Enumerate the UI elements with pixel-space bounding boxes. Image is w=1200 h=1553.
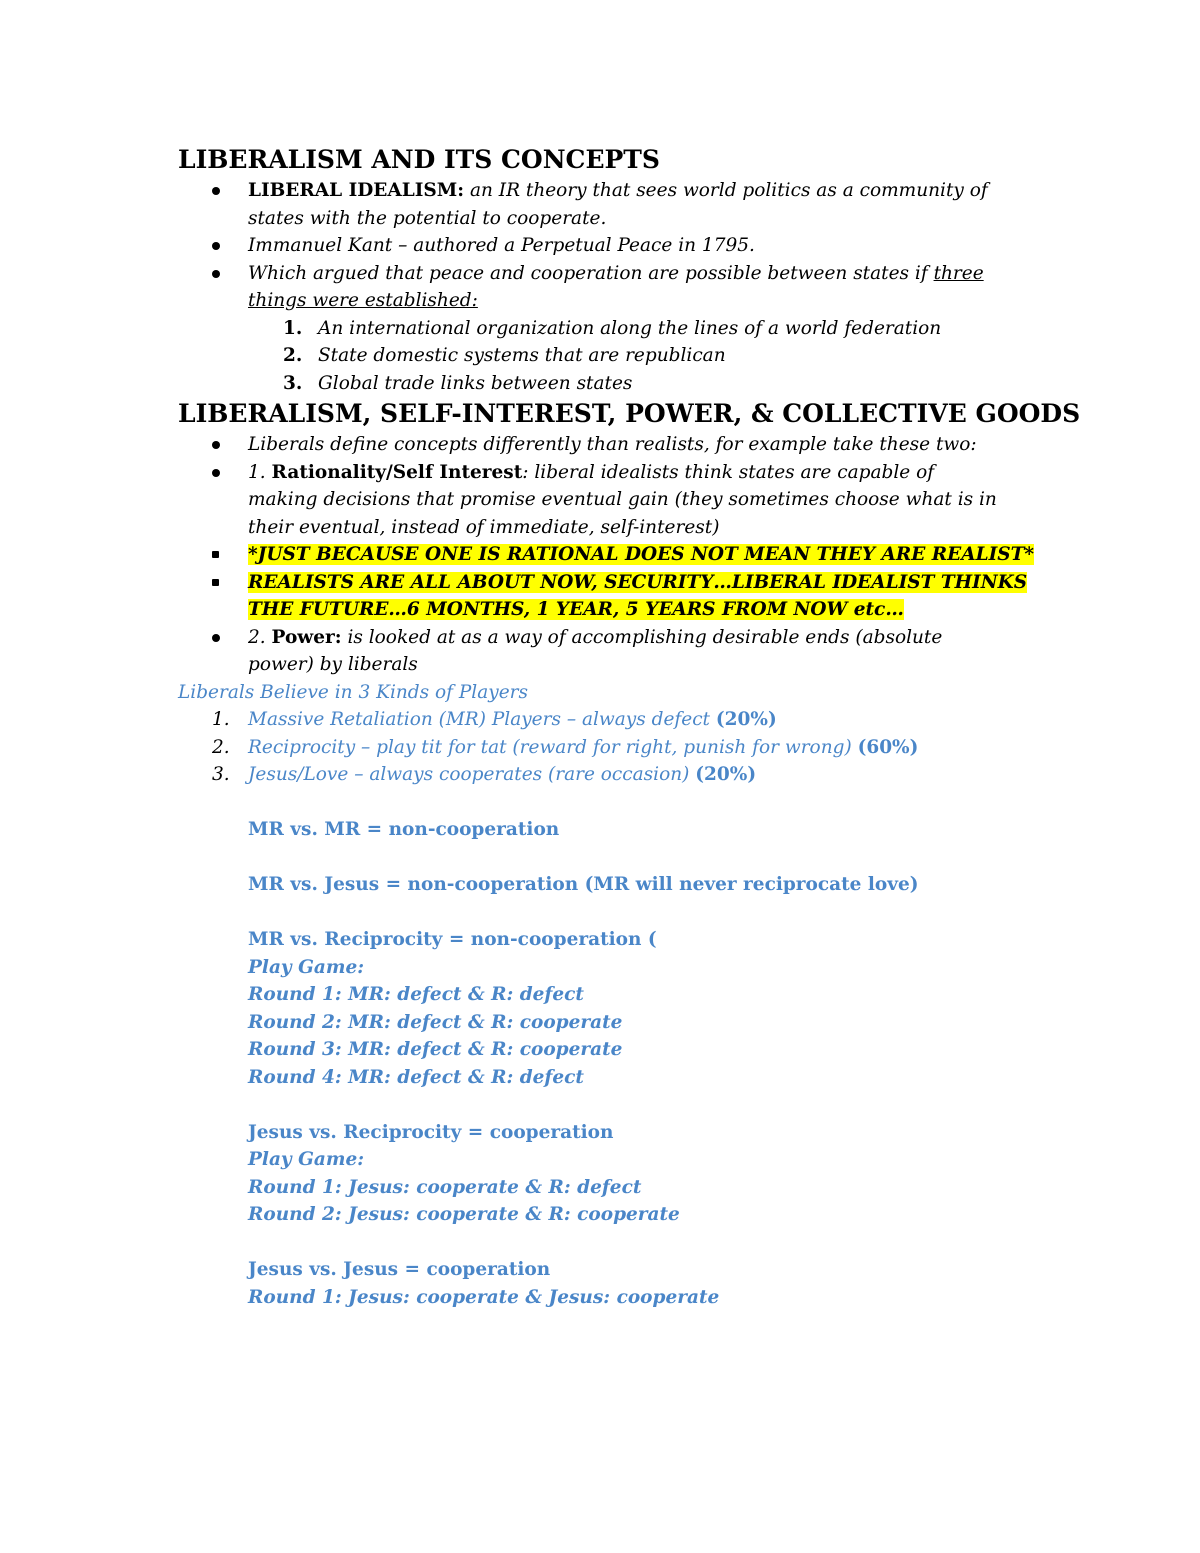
bullet-continuation: their eventual, instead of immediate, self-interest) [248,516,720,538]
list-number: 2. [212,736,230,758]
matchup-mr-jesus: MR vs. Jesus = non-cooperation (MR will never reciprocate love) [248,874,919,895]
bullet-icon [212,469,220,477]
percentage: (20%) [695,764,757,785]
bullet-text: Which argued that peace and cooperation are possible between states if [248,262,934,284]
players-heading: Liberals Believe in 3 Kinds of Players [178,681,528,703]
list-text: State domestic systems that are republican [318,345,726,366]
bullet-text: Liberals define concepts differently than realists, for example take these two: [248,434,977,455]
spacer [178,899,1078,927]
spacer [178,789,1078,817]
list-number: 3. [283,372,303,394]
list-item [178,706,1078,734]
game-round: Round 2: MR: defect & R: cooperate [248,1011,623,1033]
highlighted-text: *JUST BECAUSE ONE IS RATIONAL DOES NOT MEAN THEY ARE REALIST* [248,544,1035,565]
list-item [178,761,1078,789]
bullet-three-things [178,260,1078,288]
underlined-text: three [933,262,984,284]
list-item [178,342,1078,370]
bullet-liberal-idealism [178,177,1078,205]
matchup-mr-reciprocity: MR vs. Reciprocity = non-cooperation ( [248,929,657,950]
game-round: Round 2: Jesus: cooperate & R: cooperate [248,1204,680,1225]
matchup-jesus-reciprocity: Jesus vs. Reciprocity = cooperation [248,1121,614,1143]
bullet-rationality [178,459,1078,487]
bullet-icon [212,551,219,558]
bullet-kant [178,232,1078,260]
list-text: Global trade links between states [318,372,633,394]
list-number: 1. [283,317,303,339]
game-round: Round 3: MR: defect & R: cooperate [248,1039,623,1060]
percentage: (60%) [857,736,919,758]
list-text: Jesus/Love – always cooperates (rare occasion) [248,764,696,785]
matchup-jesus-jesus: Jesus vs. Jesus = cooperation [248,1259,551,1280]
game-round: Round 1: Jesus: cooperate & R: defect [248,1176,642,1198]
matchup-mr-mr: MR vs. MR = non-cooperation [248,819,560,840]
play-game-label: Play Game: [248,1149,365,1170]
play-game-label: Play Game: [248,956,365,978]
bullet-continuation: making decisions that promise eventual gain (they sometimes choose what is in [248,489,997,510]
heading-self-interest-power: LIBERALISM, SELF-INTEREST, POWER, & COLLECTIVE GOODS [178,399,1081,428]
bullet-text: Immanuel Kant – authored a Perpetual Peace in 1795. [248,235,755,256]
bullet-icon [212,579,219,586]
list-item [178,315,1078,343]
heading-liberalism-concepts: LIBERALISM AND ITS CONCEPTS [178,145,660,174]
term-definition: is looked at as a way of accomplishing desirable ends (absolute [341,626,943,648]
highlighted-continuation [178,596,1078,624]
bullet-icon [212,187,220,195]
term-label: Power: [271,626,342,648]
game-round: Round 1: Jesus: cooperate & Jesus: cooperate [248,1286,720,1308]
document-body [178,143,1081,1311]
bullet-icon [212,634,220,642]
spacer [178,1229,1078,1257]
list-number: 3. [212,764,230,785]
highlighted-text: REALISTS ARE ALL ABOUT NOW, SECURITY…LIBERAL IDEALIST THINKS [248,571,1028,593]
term-label: LIBERAL IDEALISM: [248,180,465,201]
bullet-prefix: 2. [248,626,272,648]
percentage: (20%) [715,709,777,730]
bullet-prefix: 1. [248,461,272,483]
bullet-continuation: things were established: [248,290,478,311]
highlighted-text: THE FUTURE…6 MONTHS, 1 YEAR, 5 YEARS FROM NOW etc… [248,599,904,620]
list-text: Massive Retaliation (MR) Players – always defect [248,709,716,730]
list-number: 2. [283,345,303,366]
term-definition: an IR theory that sees world politics as a community of [464,180,988,201]
spacer [178,844,1078,872]
bullet-power [178,624,1078,652]
spacer [178,1091,1078,1119]
list-item [178,370,1078,398]
term-label: Rationality/Self Interest [271,461,523,483]
highlighted-bullet [178,541,1078,569]
term-definition: : liberal idealists think states are capable of [522,461,935,483]
list-text: Reciprocity – play tit for tat (reward for right, punish for wrong) [248,736,858,758]
game-round: Round 4: MR: defect & R: defect [248,1066,584,1088]
bullet-icon [212,441,220,449]
bullet-continuation: states with the potential to cooperate. [248,207,607,229]
list-text: An international organization along the lines of a world federation [318,317,942,339]
game-round: Round 1: MR: defect & R: defect [248,984,584,1005]
bullet-define-concepts [178,431,1078,459]
list-number: 1. [212,709,230,730]
list-item [178,734,1078,762]
bullet-icon [212,270,220,278]
highlighted-bullet [178,569,1078,597]
bullet-continuation: power) by liberals [248,654,418,675]
bullet-icon [212,242,220,250]
